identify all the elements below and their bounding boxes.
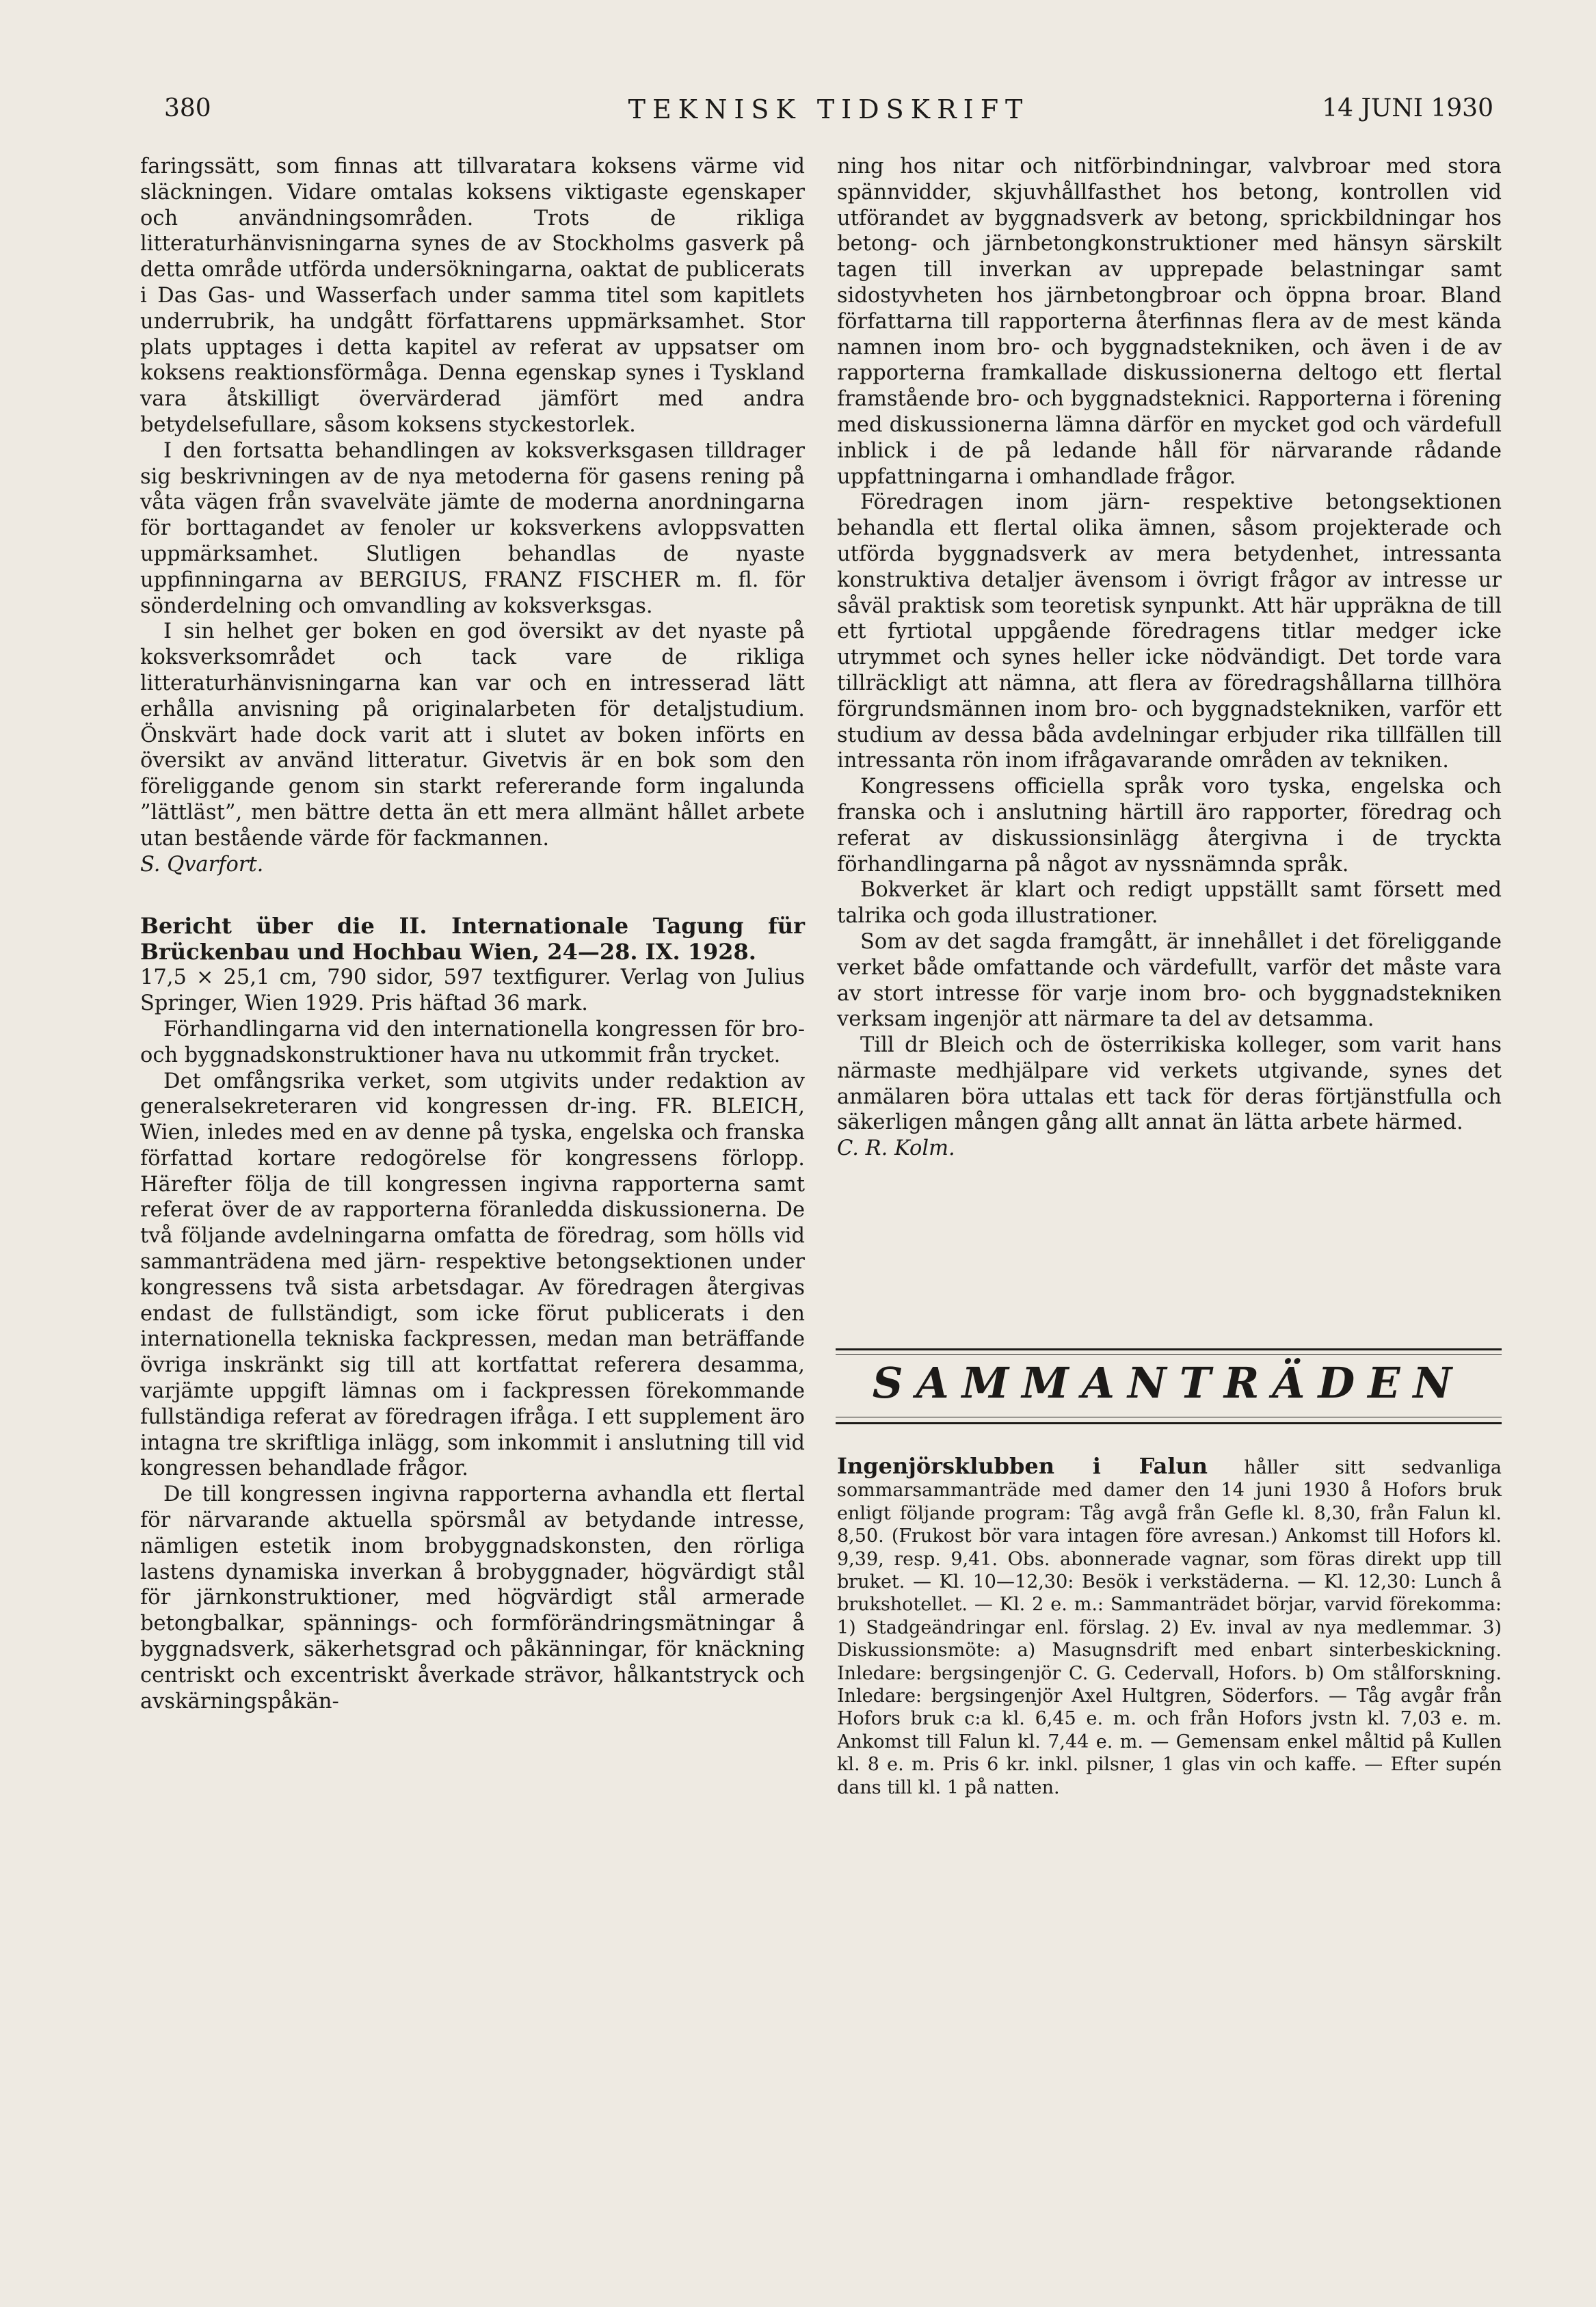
paragraph: ning hos nitar och nitförbindningar, valvbroar med stora spännvidder, skjuvhållfasthet hos betong, kontrollen vid utförandet av byggnadsverk av betong, sprickbildningar hos betong- och järnbetongkonstruktioner med hänsyn särskilt tagen till inverkan av upprepade belastningar samt sidostyvheten hos järnbetongbroar och öppna broar. Bland författarna till rapporterna återfinnas flera av de mest kända namnen inom bro- och byggnadstekniken, och även i de av rapporterna framkallade diskussionerna deltogo ett flertal framstående bro- och byggnadsteknici. Rapporterna i förening med diskussionerna lämna därför en mycket god och värdefull inblick i de på ledande håll för närvarande rådande uppfattningarna i omhandlade frågor. [837, 155, 1502, 489]
section-rule-bottom [836, 1422, 1502, 1424]
paragraph: Det omfångsrika verket, som utgivits under redaktion av generalsekreteraren vid kongressen dr-ing. FR. BLEICH, Wien, inledes med en av denne på tyska, engelska och franska författad kortare redogörelse för kongressens förlopp. Härefter följa de till kongressen ingivna rapporterna samt referat över de av rapporterna föranledda diskussionerna. De två följande avdelningarna omfatta de föredrag, som hölls vid sammanträdena med järn- respektive betongsektionen under kongressens två sista arbetsdagar. Av föredragen återgivas endast de fullständigt, som icke förut publicerats i den internationella tekniska fackpressen, medan man beträffande övriga inskränkt sig till att kortfattat referera desamma, varjämte uppgift lämnas om i fackpressen förekommande fullständiga referat av föredragen ifråga. I ett supplement äro intagna tre skriftliga inlägg, som inkommit i anslutning till vid kongressen behandlade frågor. [140, 1069, 805, 1481]
paragraph: Till dr Bleich och de österrikiska kolleger, som varit hans närmaste medhjälpare vid verkets utgivande, synes det anmälaren böra uttalas ett tack för deras förtjänstfulla och säkerligen mången gång allt annat än lätta arbete härmed. [837, 1033, 1502, 1135]
paragraph: Kongressens officiella språk voro tyska, engelska och franska och i anslutning härtill äro rapporter, föredrag och referat av diskussionsinlägg återgivna i de tryckta förhandlingarna på något av nyssnämnda språk. [837, 775, 1502, 877]
section-title: SAMMANTRÄDEN [872, 1358, 1465, 1408]
paragraph: I den fortsatta behandlingen av koksverksgasen tilldrager sig beskrivningen av de nya metoderna för gasens rening på våta vägen från svavelväte jämte de moderna anordningarna för borttagandet av fenoler ur koksverkens avloppsvatten uppmärksamhet. Slutligen behandlas de nyaste uppfinningarna av BERGIUS, FRANZ FISCHER m. fl. för sönderdelning och omvandling av koksverksgas. [140, 438, 805, 618]
paragraph: De till kongressen ingivna rapporterna avhandla ett flertal för närvarande aktuella spörsmål av betydande intresse, nämligen estetik inom brobyggnadskonsten, den rörliga lastens dynamiska inverkan å brobyggnader, högvärdigt stål för järnkonstruktioner, med högvärdigt stål armerade betongbalkar, spännings- och formförändringsmätningar å byggnadsverk, säkerhetsgrad och påkänningar, för knäckning centriskt och excentriskt åverkade strävor, hålkantstryck och avskärningspåkän- [140, 1482, 805, 1713]
book-meta: 17,5 × 25,1 cm, 790 sidor, 597 textfigurer. Verlag von Julius Springer, Wien 1929. Pris häftad 36 mark. [140, 965, 805, 1016]
meeting-notice [837, 1455, 1502, 1799]
review-signature: C. R. Kolm. [837, 1136, 955, 1161]
page-header [164, 94, 1493, 135]
issue-date: 14 JUNI 1930 [1322, 94, 1493, 122]
meeting-club-name: Ingenjörsklubben i Falun [837, 1453, 1208, 1479]
right-column [837, 154, 1502, 1162]
review-signature: S. Qvarfort. [140, 852, 264, 877]
paragraph: Förhandlingarna vid den internationella kongressen för bro- och byggnadskonstruktioner hava nu utkommit från trycket. [140, 1017, 805, 1067]
paragraph: Föredragen inom järn- respektive betongsektionen behandla ett flertal olika ämnen, såsom projekterade och utförda byggnadsverk av mera betydenhet, intressanta konstruktiva detaljer ävensom i övrigt frågor av intresse ur såväl praktisk som teoretisk synpunkt. Att här uppräkna de till ett fyrtiotal uppgående föredragens titlar medger icke utrymmet och synes heller icke nödvändigt. Det torde vara tillräckligt att nämna, att flera av föredragshållarna tillhöra förgrundsmännen inom bro- och byggnadstekniken, varför ett studium av dessa båda avdelningar erbjuder rika tillfällen till intressanta rön inom ifrågavarande områden av tekniken. [837, 490, 1502, 773]
page-number: 380 [164, 94, 211, 122]
left-column [140, 154, 805, 1714]
paragraph: Som av det sagda framgått, är innehållet i det föreliggande verket både omfattande och värdefullt, varför det måste vara av stort intresse för varje inom bro- och byggnadstekniken verksam ingenjör att närmare ta del av detsamma. [837, 929, 1502, 1032]
paragraph: Bokverket är klart och redigt uppställt samt försett med talrika och goda illustrationer. [837, 878, 1502, 929]
journal-title: TEKNISK TIDSKRIFT [628, 94, 1030, 124]
book-title: Bericht über die II. Internationale Tagung für Brückenbau und Hochbau Wien, 24—28. IX. 1928. [140, 913, 805, 965]
section-rule-top-thin [836, 1354, 1502, 1355]
meeting-text: håller sitt sedvanliga sommarsammanträde med damer den 14 juni 1930 å Hofors bruk enligt följande program: Tåg avgå från Gefle kl. 8,30, från Falun kl. 8,50. (Frukost bör vara intagen före avresan.) Ankomst till Hofors kl. 9,39, resp. 9,41. Obs. abonnerade vagnar, som föras direkt upp till bruket. — Kl. 10—12,30: Besök i verkstäderna. — Kl. 12,30: Lunch å brukshotellet. — Kl. 2 e. m.: Sammanträdet börjar, varvid förekomma: 1) Stadgeändringar enl. förslag. 2) Ev. inval av nya medlemmar. 3) Diskussionsmöte: a) Masugnsdrift med enbart sinterbeskickning. Inledare: bergsingenjör C. G. Cedervall, Hofors. b) Om stålforskning. Inledare: bergsingenjör Axel Hultgren, Söderfors. — Tåg avgår från Hofors bruk c:a kl. 6,45 e. m. och från Hofors jvstn kl. 7,03 e. m. Ankomst till Falun kl. 7,44 e. m. — Gemensam enkel måltid på Kullen kl. 8 e. m. Pris 6 kr. inkl. pilsner, 1 glas vin och kaffe. — Efter supén dans till kl. 1 på natten. [837, 1457, 1502, 1798]
section-rule-top [836, 1348, 1502, 1350]
paragraph: faringssätt, som finnas att tillvaratага koksens värme vid släckningen. Vidare omtalas koksens viktigaste egenskaper och användningsområden. Trots de rikliga litteraturhänvisningarna synes de av Stockholms gasverk på detta område utförda undersökningarna, oaktat de publicerats i Das Gas- und Wasserfach under samma titel som kapitlets underrubrik, ha undgått författarens uppmärksamhet. Stor plats upptages i detta kapitel av referat av uppsatser om koksens reaktionsförmåga. Denna egenskap synes i Tyskland vara åtskilligt övervärderad jämfört med andra betydelsefullare, såsom koksens styckestorlek. [140, 155, 805, 437]
paragraph: I sin helhet ger boken en god översikt av det nyaste på koksverksområdet och tack vare de rikliga litteraturhänvisningarna kan var och en intresserad lätt erhålla anvisning på originalarbeten för detaljstudium. Önskvärt hade dock varit att i slutet av boken införts en översikt av använd litteratur. Givetvis är en bok som den föreliggande genom sin starkt refererande form ingalunda ”lättläst”, men bättre detta än ett mera allmänt hållet arbete utan bestående värde för fackmannen. [140, 619, 805, 851]
